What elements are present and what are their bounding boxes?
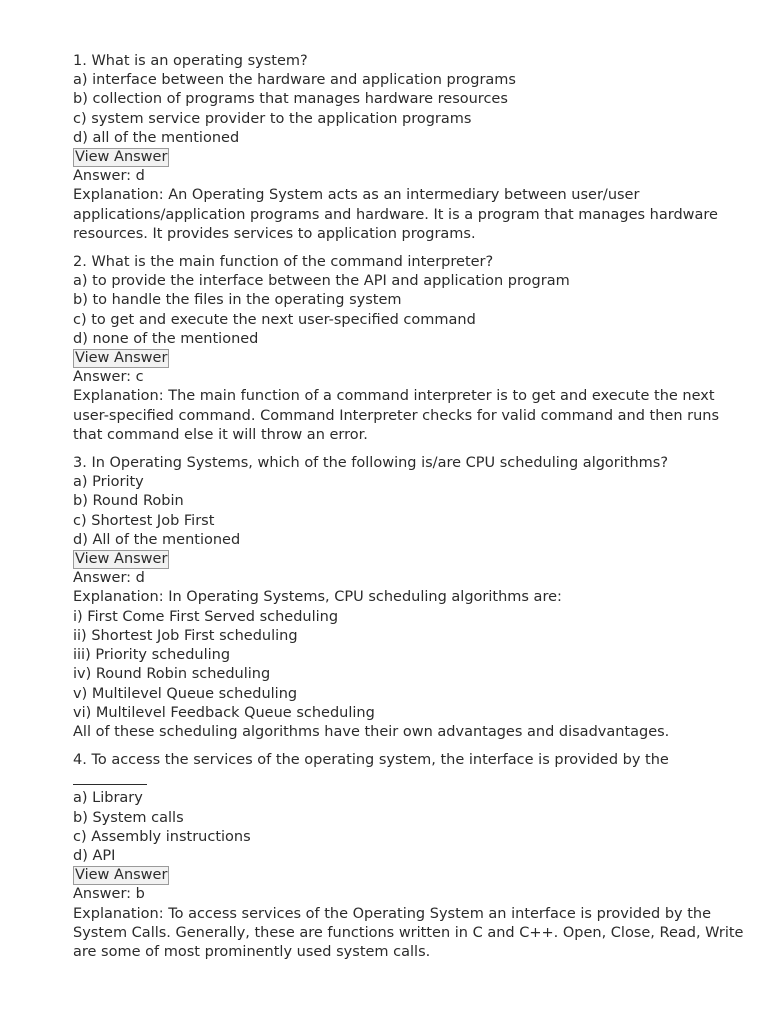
explanation-line: All of these scheduling algorithms have their own advantages and disadvantages. [73, 723, 670, 740]
option-b: b) to handle the files in the operating system [73, 292, 402, 309]
explanation-line: Explanation: The main function of a command interpreter is to get and execute the next [73, 388, 715, 405]
view-answer-row [73, 148, 708, 167]
option-d: d) API [73, 847, 116, 864]
explanation-line: resources. It provides services to application programs. [73, 225, 476, 242]
explanation-line: that command else it will throw an error. [73, 426, 368, 443]
option-b: b) Round Robin [73, 493, 184, 510]
answer-text: Answer: d [73, 168, 145, 185]
view-answer-button[interactable]: View Answer [75, 867, 168, 884]
option-c: c) Assembly instructions [73, 828, 251, 845]
view-answer-row [73, 349, 708, 368]
explanation-line: System Calls. Generally, these are functions written in C and C++. Open, Close, Read, Write [73, 924, 744, 941]
option-d: d) All of the mentioned [73, 531, 241, 548]
question-text: 3. In Operating Systems, which of the following is/are CPU scheduling algorithms? [73, 455, 669, 472]
view-answer-button[interactable]: View Answer [75, 149, 168, 166]
fill-in-blank [73, 770, 708, 789]
explanation-line: i) First Come First Served scheduling [73, 608, 339, 625]
explanation-line: user-specified command. Command Interpreter checks for valid command and then runs [73, 407, 720, 424]
explanation-line: v) Multilevel Queue scheduling [73, 685, 298, 702]
explanation-line: ii) Shortest Job First scheduling [73, 627, 298, 644]
view-answer-row [73, 866, 708, 885]
explanation-line: iv) Round Robin scheduling [73, 666, 271, 683]
option-c: c) system service provider to the application programs [73, 110, 472, 127]
option-a: a) Priority [73, 474, 144, 491]
explanation-line: applications/application programs and hardware. It is a program that manages hardware [73, 206, 718, 223]
answer-text: Answer: b [73, 886, 145, 903]
option-c: c) Shortest Job First [73, 512, 215, 529]
answer-text: Answer: c [73, 369, 144, 386]
question-block-4 [73, 751, 744, 962]
explanation-line: vi) Multilevel Feedback Queue scheduling [73, 704, 375, 721]
option-b: b) System calls [73, 809, 184, 826]
answer-text: Answer: d [73, 570, 145, 587]
explanation-line: Explanation: To access services of the Operating System an interface is provided by the [73, 905, 712, 922]
option-c: c) to get and execute the next user-specified command [73, 311, 476, 328]
question-text: 4. To access the services of the operating system, the interface is provided by the [73, 752, 669, 769]
blank-underline [73, 784, 147, 785]
view-answer-row [73, 550, 708, 569]
view-answer-button[interactable]: View Answer [75, 551, 168, 568]
option-a: a) interface between the hardware and application programs [73, 72, 516, 89]
explanation-line: are some of most prominently used system calls. [73, 943, 431, 960]
option-b: b) collection of programs that manages hardware resources [73, 91, 508, 108]
explanation-line: Explanation: An Operating System acts as an intermediary between user/user [73, 187, 640, 204]
explanation-line: Explanation: In Operating Systems, CPU scheduling algorithms are: [73, 589, 562, 606]
question-block-3 [73, 454, 708, 742]
option-a: a) to provide the interface between the API and application program [73, 273, 570, 290]
option-a: a) Library [73, 790, 143, 807]
option-d: d) all of the mentioned [73, 129, 240, 146]
question-block-1 [73, 52, 718, 244]
question-text: 2. What is the main function of the command interpreter? [73, 254, 494, 271]
question-text: 1. What is an operating system? [73, 53, 308, 69]
view-answer-button[interactable]: View Answer [75, 350, 168, 367]
option-d: d) none of the mentioned [73, 330, 259, 347]
explanation-line: iii) Priority scheduling [73, 647, 231, 664]
question-block-2 [73, 253, 720, 445]
